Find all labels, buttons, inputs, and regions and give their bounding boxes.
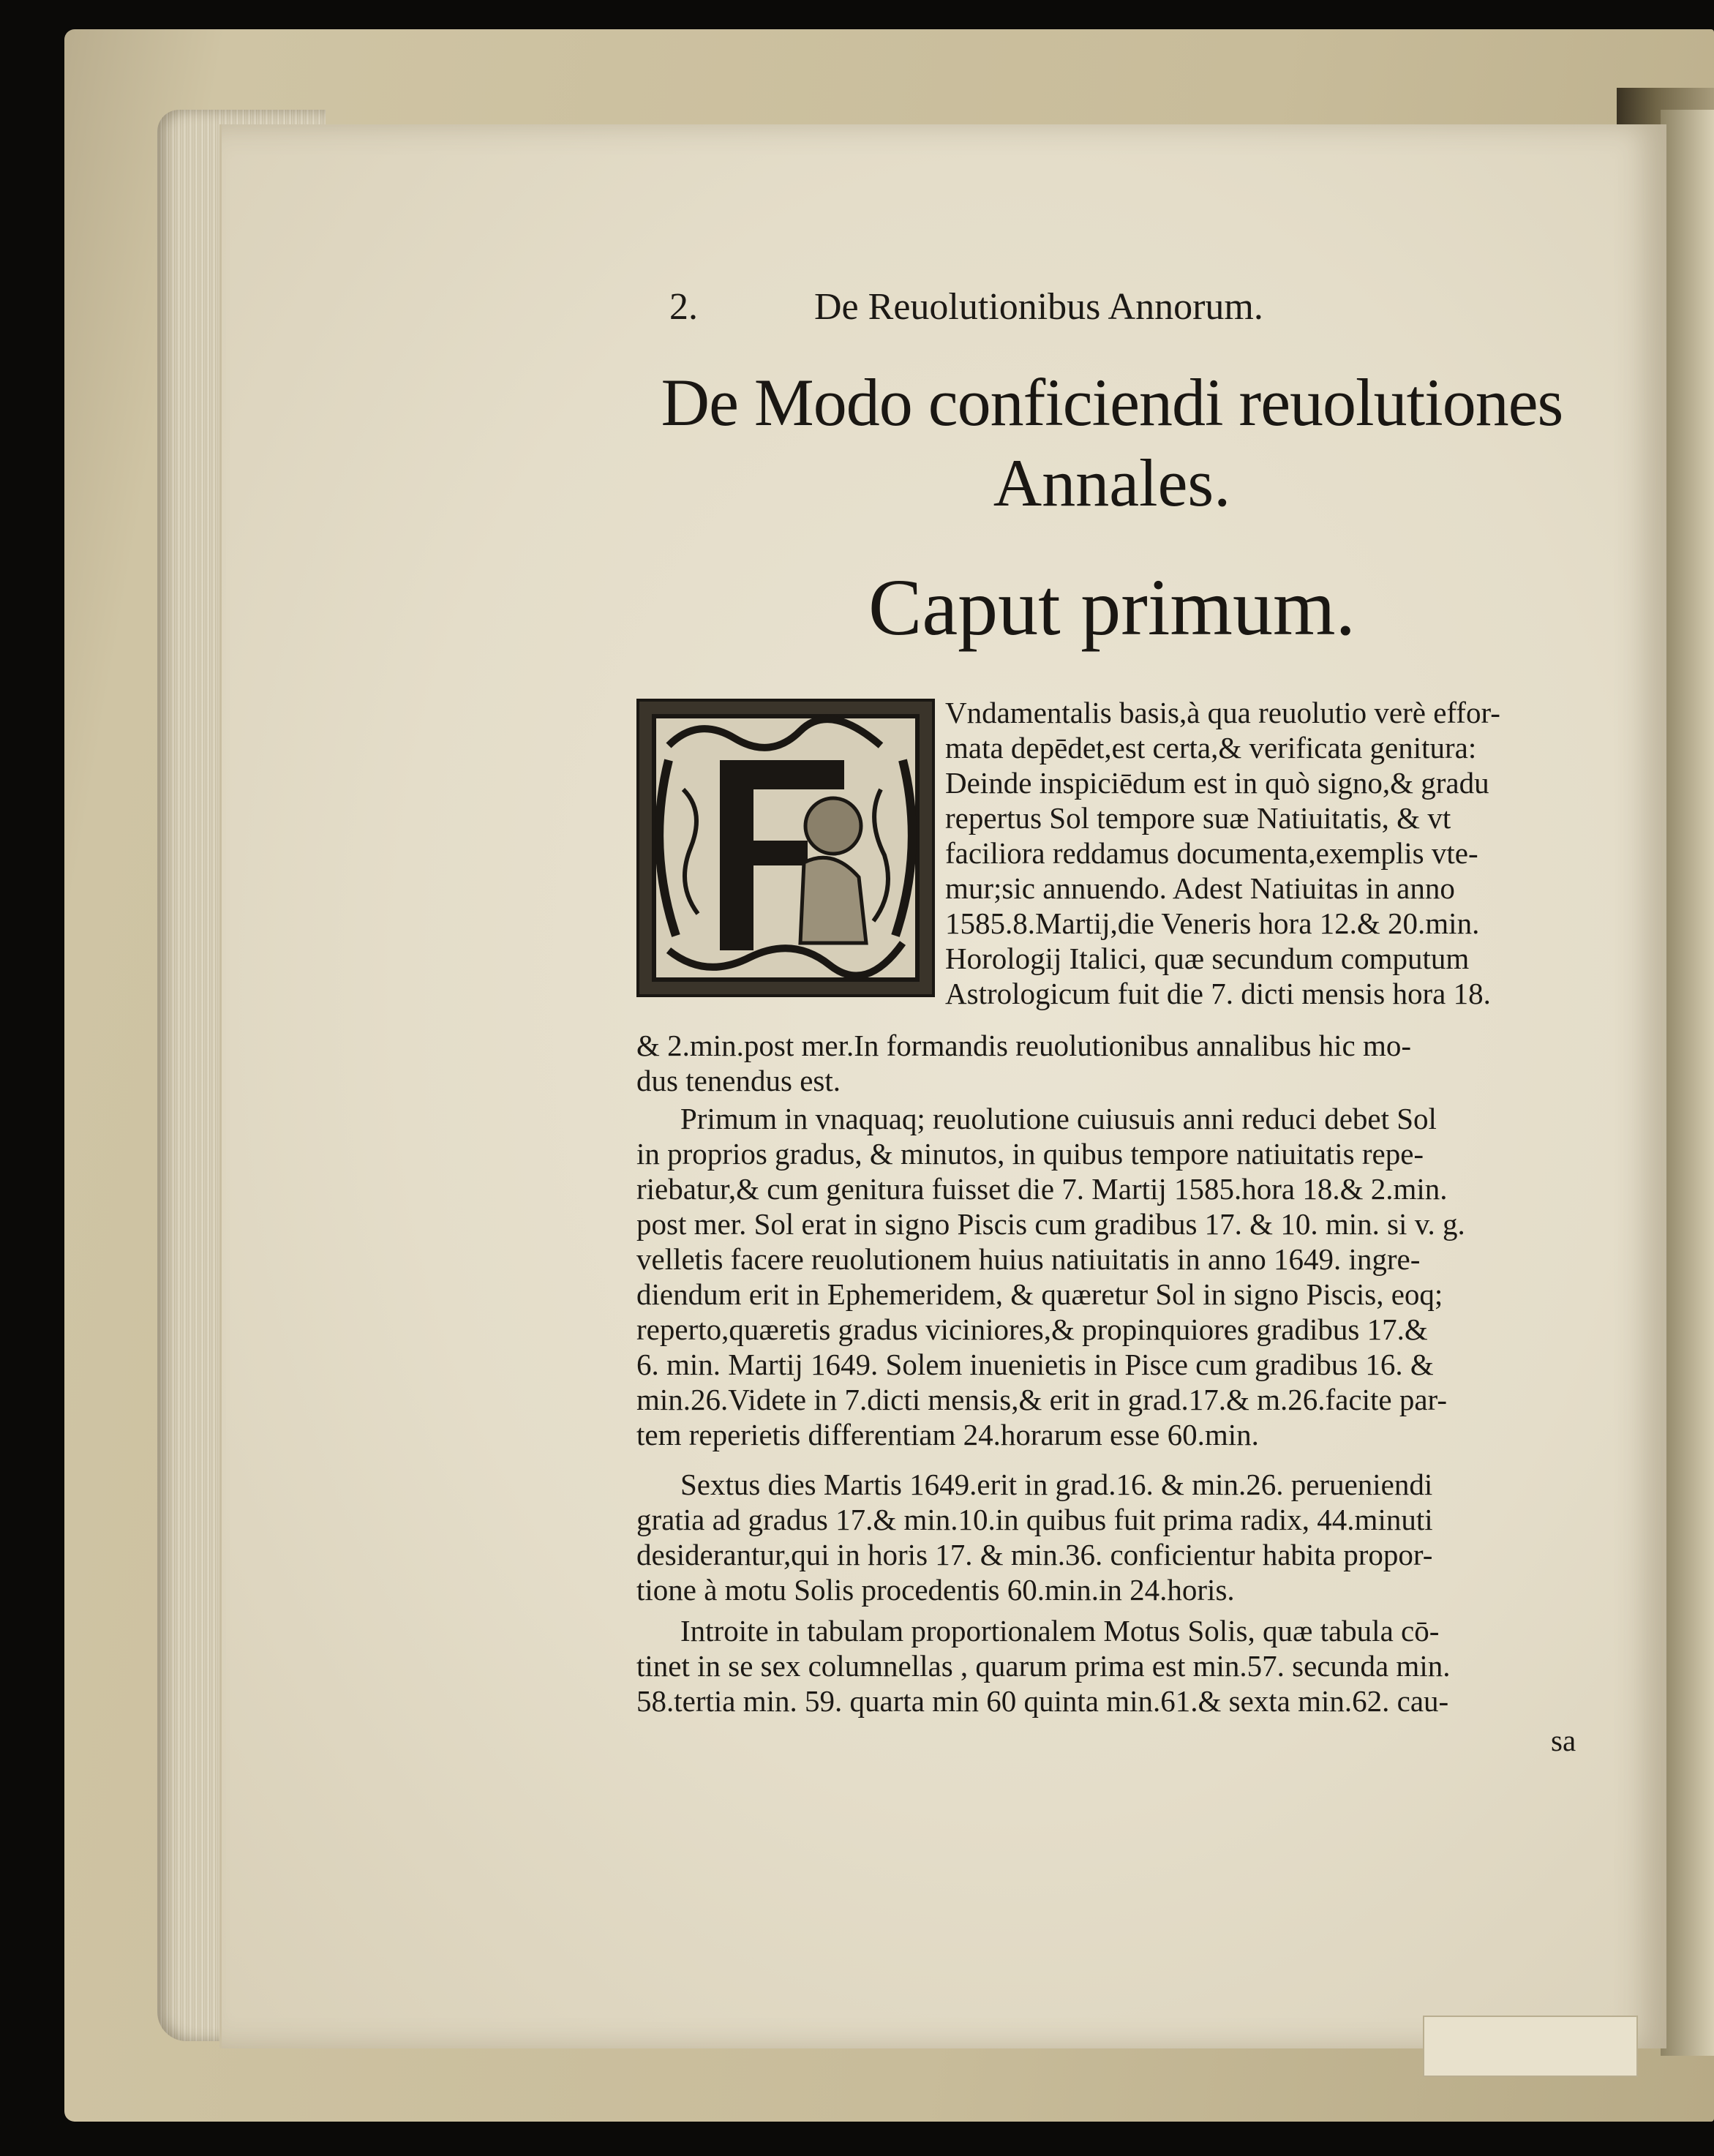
- decorated-initial-f: [636, 699, 935, 997]
- paragraph-3: [636, 1467, 1433, 1607]
- title-line-2: Annales.: [993, 446, 1231, 520]
- text-line: faciliora reddamus documenta,exemplis vte-: [945, 836, 1478, 870]
- text-line: diendum erit in Ephemeridem, & quæretur Sol in signo Piscis, eoq;: [636, 1277, 1443, 1311]
- text-line: Deinde inspiciēdum est in quò signo,& gradu: [945, 766, 1489, 800]
- text-line: Horologij Italici, quæ secundum computum: [945, 942, 1470, 975]
- text-line: 6. min. Martij 1649. Solem inuenietis in Pisce cum gradibus 16. &: [636, 1348, 1434, 1381]
- running-head: [669, 285, 1591, 344]
- text-line: gratia ad gradus 17.& min.10.in quibus fuit prima radix, 44.minuti: [636, 1503, 1433, 1536]
- page-number: 2.: [669, 286, 698, 328]
- woodcut-initial-image: [639, 702, 932, 994]
- title-line-1: De Modo conficiendi reuolutiones: [661, 365, 1563, 440]
- text-line: in proprios gradus, & minutos, in quibus tempore natiuitatis repe-: [636, 1137, 1424, 1171]
- page-marker-tab: [1423, 2016, 1638, 2077]
- catchword: sa: [1551, 1724, 1576, 1757]
- running-title: De Reuolutionibus Annorum.: [814, 286, 1263, 328]
- text-line: tione à motu Solis procedentis 60.min.in 24.horis.: [636, 1573, 1235, 1607]
- text-line: desiderantur,qui in horis 17. & min.36. conficientur habita propor-: [636, 1538, 1433, 1571]
- text-line: reperto,quæretis gradus viciniores,& propinquiores gradibus 17.&: [636, 1312, 1428, 1346]
- text-line: Primum in vnaquaq; reuolutione cuiusuis anni reduci debet Sol: [680, 1102, 1437, 1135]
- text-line: 58.tertia min. 59. quarta min 60 quinta min.61.& sexta min.62. cau-: [636, 1684, 1449, 1718]
- text-line: Vndamentalis basis,à qua reuolutio verè effor-: [945, 696, 1500, 729]
- text-line: tem reperietis differentiam 24.horarum esse 60.min.: [636, 1418, 1259, 1451]
- text-line: tinet in se sex columnellas , quarum prima est min.57. secunda min.: [636, 1649, 1451, 1683]
- text-line: mata depēdet,est certa,& verificata genitura:: [945, 731, 1477, 765]
- intro-paragraph-beside-initial: [945, 695, 1500, 1011]
- paragraph-4: [636, 1613, 1450, 1719]
- text-line: velletis facere reuolutionem huius natiuitatis in anno 1649. ingre-: [636, 1242, 1421, 1276]
- chapter-heading: Caput primum.: [868, 563, 1356, 652]
- paragraph-2: [636, 1101, 1465, 1452]
- text-line: min.26.Videte in 7.dicti mensis,& erit in grad.17.& m.26.facite par-: [636, 1383, 1448, 1416]
- intro-paragraph-continuation: [636, 1028, 1411, 1098]
- text-line: Astrologicum fuit die 7. dicti mensis hora 18.: [945, 977, 1491, 1010]
- text-line: Introite in tabulam proportionalem Motus Solis, quæ tabula cō-: [680, 1614, 1440, 1648]
- text-line: riebatur,& cum genitura fuisset die 7. Martij 1585.hora 18.& 2.min.: [636, 1172, 1448, 1206]
- facing-page-edge: [1661, 110, 1714, 2056]
- text-line: dus tenendus est.: [636, 1064, 841, 1097]
- text-line: post mer. Sol erat in signo Piscis cum gradibus 17. & 10. min. si v. g.: [636, 1207, 1465, 1241]
- text-line: & 2.min.post mer.In formandis reuolutionibus annalibus hic mo-: [636, 1029, 1412, 1062]
- text-line: mur;sic annuendo. Adest Natiuitas in anno: [945, 871, 1455, 905]
- text-line: 1585.8.Martij,die Veneris hora 12.& 20.min.: [945, 906, 1480, 940]
- text-line: repertus Sol tempore suæ Natiuitatis, & vt: [945, 801, 1451, 835]
- text-line: Sextus dies Martis 1649.erit in grad.16. & min.26. perueniendi: [680, 1468, 1433, 1501]
